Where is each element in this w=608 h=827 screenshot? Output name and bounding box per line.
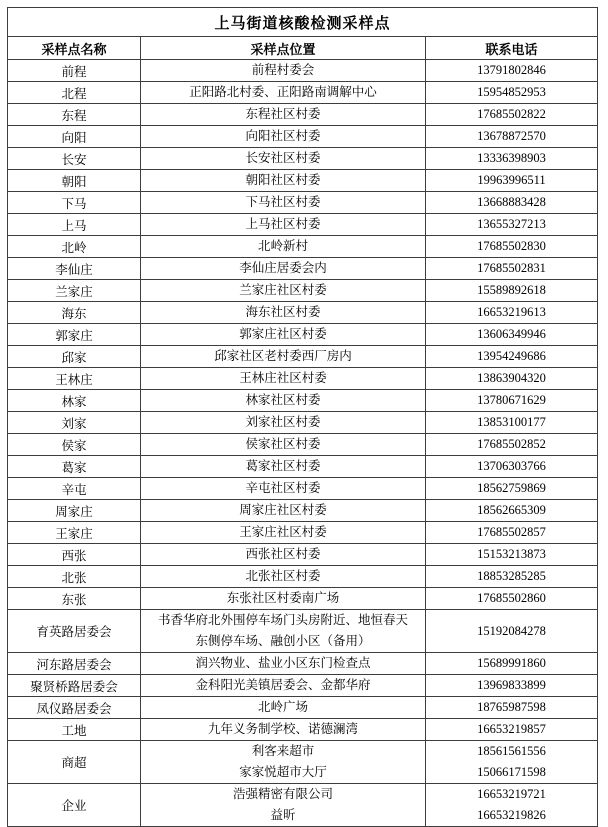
contact-phone-line: 15066171598 [477,765,546,779]
contact-phone-line: 15192084278 [477,623,546,638]
contact-phone-cell [426,302,598,324]
site-name-cell: 聚贤桥路居委会 [8,675,141,697]
site-location-line: 李仙庄居委会内 [239,261,327,275]
contact-phone-line: 15954852953 [477,85,546,99]
table-row [8,478,598,500]
header-row [8,37,598,60]
site-name-cell: 上马 [8,214,141,236]
site-name-cell: 兰家庄 [8,280,141,302]
site-name-cell: 海东 [8,302,141,324]
contact-phone-line: 13780671629 [477,393,546,407]
contact-phone-line: 13678872570 [477,129,546,143]
site-location-line: 北岭新村 [257,239,308,253]
contact-phone-cell [426,170,598,192]
contact-phone-cell [426,148,598,170]
contact-phone-cell [426,653,598,675]
site-location-cell [141,588,426,610]
contact-phone-line: 17685502852 [477,437,546,451]
table-body [8,60,598,827]
site-name-cell: 前程 [8,60,141,82]
table-row [8,697,598,719]
contact-phone-line: 13655327213 [477,217,546,231]
site-location-line: 葛家社区村委 [245,459,321,473]
table-row [8,588,598,610]
contact-phone-cell [426,697,598,719]
site-location-cell [141,258,426,280]
contact-phone-cell [426,675,598,697]
site-location-cell [141,170,426,192]
table-row [8,346,598,368]
contact-phone-cell [426,719,598,741]
site-name-cell: 郭家庄 [8,324,141,346]
contact-phone-line: 13969833899 [477,678,546,692]
contact-phone-line: 17685502857 [477,525,546,539]
site-name-cell: 向阳 [8,126,141,148]
contact-phone-cell [426,566,598,588]
site-location-line: 利客来超市 [251,744,315,758]
table-row [8,719,598,741]
column-header-site-location: 采样点位置 [141,37,426,60]
site-location-cell [141,368,426,390]
site-location-line: 辛屯社区村委 [245,481,321,495]
site-location-line: 兰家庄社区村委 [239,283,327,297]
site-location-line: 向阳社区村委 [245,129,321,143]
site-name-cell: 辛屯 [8,478,141,500]
site-location-cell [141,126,426,148]
site-name-cell: 东程 [8,104,141,126]
site-location-cell [141,324,426,346]
site-name-cell: 林家 [8,390,141,412]
contact-phone-cell [426,500,598,522]
title-row [8,8,598,37]
contact-phone-line: 13606349946 [477,327,546,341]
site-location-line: 金科阳光美镇居委会、金都华府 [195,678,371,692]
table-row [8,126,598,148]
table-row [8,214,598,236]
site-name-cell: 朝阳 [8,170,141,192]
site-location-line: 东侧停车场、融创小区（备用） [195,634,371,648]
site-location-line: 长安社区村委 [245,151,321,165]
contact-phone-cell [426,478,598,500]
site-location-cell [141,412,426,434]
site-location-cell [141,544,426,566]
table-row [8,60,598,82]
contact-phone-cell [426,390,598,412]
site-location-cell [141,104,426,126]
site-location-cell [141,192,426,214]
site-location-cell [141,302,426,324]
contact-phone-line: 18562759869 [477,481,546,495]
site-name-cell: 商超 [8,741,141,784]
site-location-cell [141,346,426,368]
site-location-cell [141,434,426,456]
table-row [8,500,598,522]
contact-phone-line: 17685502831 [477,261,546,275]
contact-phone-line: 19963996511 [477,173,546,187]
contact-phone-cell [426,412,598,434]
contact-phone-line: 18765987598 [477,700,546,714]
column-header-contact-phone: 联系电话 [426,37,598,60]
site-location-line: 家家悦超市大厅 [239,765,327,779]
site-location-cell [141,236,426,258]
site-location-cell [141,456,426,478]
table-row [8,675,598,697]
contact-phone-cell [426,346,598,368]
site-location-line: 周家庄社区村委 [239,503,327,517]
site-name-cell: 河东路居委会 [8,653,141,675]
table-row [8,258,598,280]
contact-phone-cell [426,544,598,566]
site-location-cell [141,60,426,82]
table-row [8,522,598,544]
site-location-line: 正阳路北村委、正阳路南调解中心 [189,85,377,99]
site-location-line: 朝阳社区村委 [245,173,321,187]
contact-phone-cell [426,214,598,236]
site-location-line: 北岭广场 [257,700,308,714]
table-row [8,653,598,675]
site-name-cell: 北张 [8,566,141,588]
contact-phone-cell [426,280,598,302]
site-location-cell [141,82,426,104]
site-location-line: 林家社区村委 [245,393,321,407]
contact-phone-line: 13668883428 [477,195,546,209]
table-row [8,170,598,192]
table-row [8,280,598,302]
contact-phone-cell [426,456,598,478]
site-name-cell: 王家庄 [8,522,141,544]
table-row [8,610,598,653]
contact-phone-cell [426,60,598,82]
contact-phone-line: 16653219613 [477,305,546,319]
site-location-cell [141,522,426,544]
site-name-cell: 西张 [8,544,141,566]
table-row [8,566,598,588]
contact-phone-line: 15689991860 [477,656,546,670]
table-row [8,456,598,478]
contact-phone-line: 13791802846 [477,63,546,77]
table-title: 上马街道核酸检测采样点 [8,8,598,37]
table-row [8,302,598,324]
contact-phone-line: 15589892618 [477,283,546,297]
site-location-line: 北张社区村委 [245,569,321,583]
table-row [8,324,598,346]
site-location-cell [141,500,426,522]
site-name-cell: 北岭 [8,236,141,258]
contact-phone-line: 13336398903 [477,151,546,165]
site-name-cell: 葛家 [8,456,141,478]
site-name-cell: 下马 [8,192,141,214]
contact-phone-line: 17685502860 [477,591,546,605]
contact-phone-line: 18853285285 [477,569,546,583]
site-name-cell: 北程 [8,82,141,104]
site-location-cell [141,719,426,741]
column-header-site-name: 采样点名称 [8,37,141,60]
contact-phone-cell [426,236,598,258]
contact-phone-line: 13863904320 [477,371,546,385]
site-location-cell [141,610,426,653]
contact-phone-cell [426,82,598,104]
contact-phone-line: 18561561556 [477,744,546,758]
contact-phone-line: 13706303766 [477,459,546,473]
site-location-line: 郭家庄社区村委 [239,327,327,341]
site-name-cell: 刘家 [8,412,141,434]
site-location-cell [141,390,426,412]
site-location-cell [141,566,426,588]
site-location-line: 上马社区村委 [245,217,321,231]
contact-phone-cell [426,588,598,610]
site-location-line: 益昕 [270,808,296,822]
contact-phone-cell [426,522,598,544]
site-location-cell [141,697,426,719]
contact-phone-cell [426,741,598,784]
site-location-line: 王林庄社区村委 [239,371,327,385]
contact-phone-cell [426,434,598,456]
site-name-cell: 长安 [8,148,141,170]
table-row [8,544,598,566]
site-location-line: 九年义务制学校、诺德澜湾 [207,722,358,736]
sampling-points-table [7,7,598,827]
contact-phone-cell [426,324,598,346]
contact-phone-line: 16653219857 [477,722,546,736]
site-name-cell: 李仙庄 [8,258,141,280]
contact-phone-line: 16653219826 [477,808,546,822]
site-name-cell: 周家庄 [8,500,141,522]
table-row [8,104,598,126]
contact-phone-line: 18562665309 [477,503,546,517]
site-location-cell [141,741,426,784]
contact-phone-line: 13954249686 [477,349,546,363]
site-location-cell [141,478,426,500]
site-location-line: 浩强精密有限公司 [232,787,333,801]
site-location-line: 东张社区村委南广场 [226,591,340,605]
site-name-cell: 工地 [8,719,141,741]
site-name-cell: 侯家 [8,434,141,456]
site-location-cell [141,280,426,302]
site-location-cell [141,214,426,236]
site-location-line: 书香华府北外围停车场门头房附近、地恒春天 [157,613,408,627]
site-location-cell [141,148,426,170]
site-location-cell [141,653,426,675]
contact-phone-line: 13853100177 [477,415,546,429]
site-location-cell [141,675,426,697]
table-row [8,368,598,390]
table-row [8,741,598,784]
contact-phone-cell [426,610,598,653]
contact-phone-line: 17685502822 [477,107,546,121]
contact-phone-line: 17685502830 [477,239,546,253]
table-row [8,82,598,104]
contact-phone-cell [426,126,598,148]
site-location-line: 侯家社区村委 [245,437,321,451]
site-name-cell: 邱家 [8,346,141,368]
contact-phone-cell [426,258,598,280]
table-row [8,192,598,214]
contact-phone-cell [426,104,598,126]
contact-phone-cell [426,368,598,390]
contact-phone-line: 16653219721 [477,787,546,801]
site-location-line: 润兴物业、盐业小区东门检查点 [195,656,371,670]
site-name-cell: 凤仪路居委会 [8,697,141,719]
contact-phone-cell [426,784,598,827]
contact-phone-cell [426,192,598,214]
table-row [8,148,598,170]
site-location-line: 前程村委会 [251,63,315,77]
table-row [8,390,598,412]
site-location-line: 下马社区村委 [245,195,321,209]
table-row [8,434,598,456]
site-location-line: 海东社区村委 [245,305,321,319]
site-name-cell: 东张 [8,588,141,610]
site-location-line: 王家庄社区村委 [239,525,327,539]
site-location-line: 邱家社区老村委西厂房内 [214,349,352,363]
site-location-line: 西张社区村委 [245,547,321,561]
site-name-cell: 王林庄 [8,368,141,390]
site-name-cell: 育英路居委会 [8,610,141,653]
site-location-line: 东程社区村委 [245,107,321,121]
table-row [8,236,598,258]
table-row [8,412,598,434]
site-name-cell: 企业 [8,784,141,827]
site-location-cell [141,784,426,827]
site-location-line: 刘家社区村委 [245,415,321,429]
table-row [8,784,598,827]
contact-phone-line: 15153213873 [477,547,546,561]
